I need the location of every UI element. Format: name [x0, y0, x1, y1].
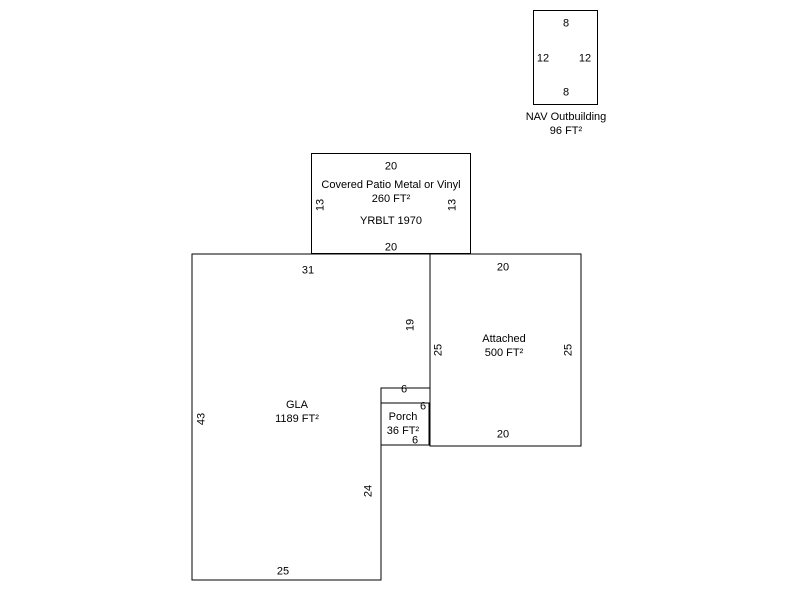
patio-left-dimension: 13: [314, 198, 327, 212]
attached-label-line2: 500 FT²: [484, 347, 524, 359]
patio-label-line2: 260 FT²: [371, 193, 411, 205]
outbuilding-left-dimension: 12: [536, 52, 550, 65]
attached-right-dimension: 25: [562, 343, 575, 357]
porch-label-line2: 36 FT²: [386, 425, 420, 437]
outbuilding-top-dimension: 8: [562, 17, 570, 30]
gla-notch-dimension: 6: [400, 383, 408, 396]
gla-right-upper-dimension: 19: [404, 318, 417, 332]
attached-label-line1: Attached: [482, 333, 526, 345]
patio-bottom-dimension: 20: [384, 241, 398, 254]
porch-label-line1: Porch: [388, 411, 418, 423]
patio-top-dimension: 20: [384, 160, 398, 173]
patio-label-line1: Covered Patio Metal or Vinyl: [321, 179, 461, 191]
gla-right-lower-dimension: 24: [362, 484, 375, 498]
gla-top-dimension: 31: [301, 264, 315, 277]
porch-right-upper-dimension: 6: [419, 400, 427, 413]
outbuilding-label-line1: NAV Outbuilding: [525, 111, 607, 123]
attached-label: [482, 332, 525, 360]
porch-label: [387, 410, 419, 438]
outbuilding-bottom-dimension: 8: [562, 86, 570, 99]
attached-top-dimension: 20: [496, 261, 510, 274]
attached-bottom-dimension: 20: [496, 428, 510, 441]
gla-label-line1: GLA: [285, 399, 308, 411]
gla-label-line2: 1189 FT²: [275, 413, 319, 425]
gla-label: [275, 398, 319, 426]
outbuilding-right-dimension: 12: [578, 52, 592, 65]
patio-right-dimension: 13: [446, 198, 459, 212]
patio-label-line3: YRBLT 1970: [360, 215, 422, 227]
attached-left-dimension: 25: [432, 343, 445, 357]
outbuilding-label-line2: 96 FT²: [549, 125, 583, 137]
porch-right-lower-dimension: 6: [411, 434, 419, 447]
gla-left-dimension: 43: [195, 412, 208, 426]
gla-bottom-dimension: 25: [276, 565, 290, 578]
